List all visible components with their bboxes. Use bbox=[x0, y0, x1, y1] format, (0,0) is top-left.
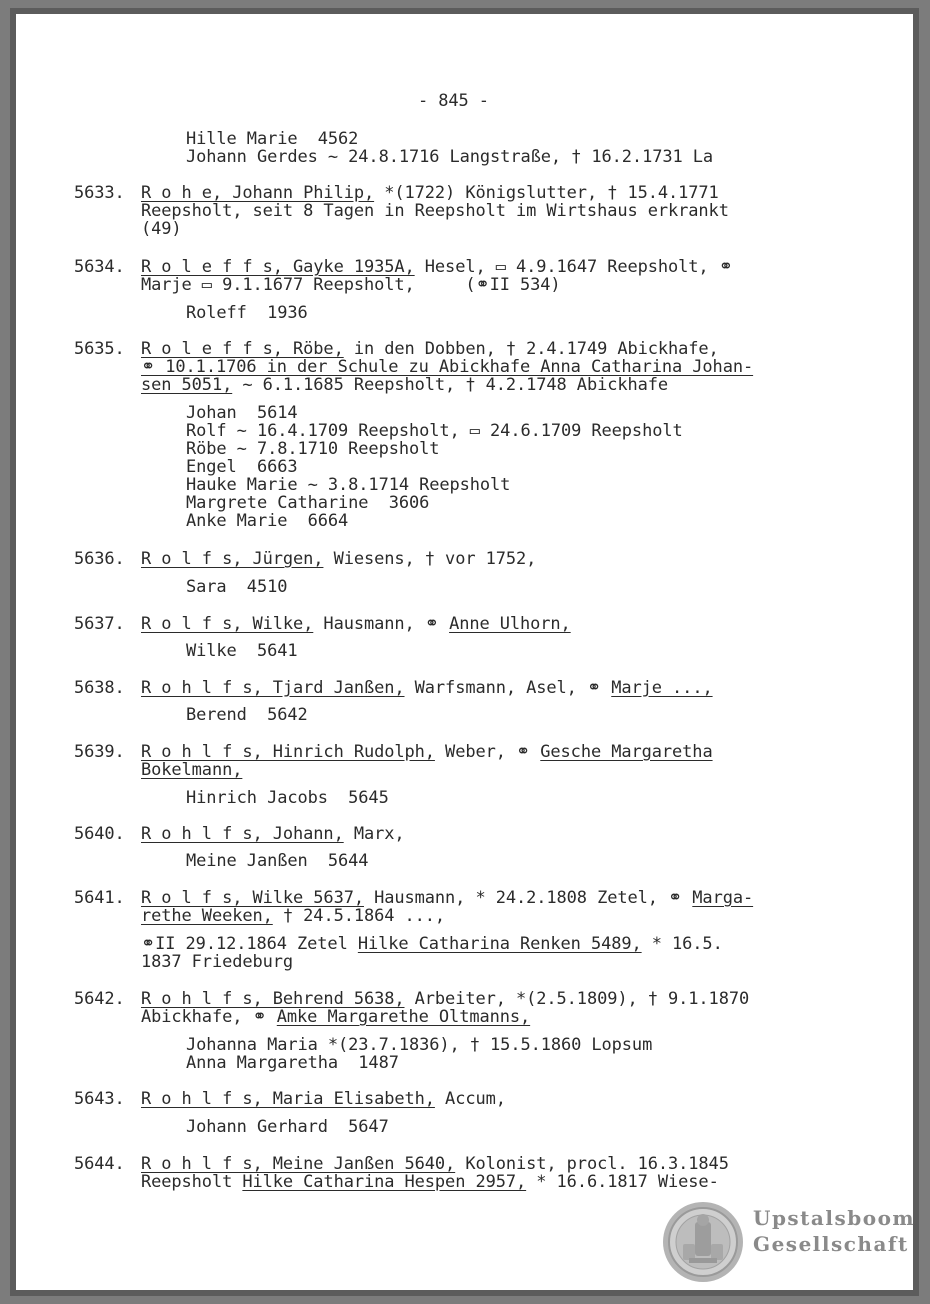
spouse-name: Marga- bbox=[692, 888, 754, 908]
entry-line bbox=[141, 990, 749, 1008]
entry-text: * 16.6.1817 Wiese- bbox=[526, 1172, 719, 1192]
entry-line bbox=[141, 825, 405, 843]
child-line: Johan 5614 bbox=[186, 403, 298, 423]
entry-text: Reepsholt bbox=[141, 1172, 243, 1192]
entry-name: R o h l f s, Maria Elisabeth, bbox=[141, 1089, 435, 1109]
entry-name: R o h l f s, Meine Janßen 5640, bbox=[141, 1154, 456, 1174]
entry-number: 5642. bbox=[74, 989, 125, 1009]
entry-name: R o l e f f s, Röbe, bbox=[141, 339, 344, 359]
child-line: Anna Margaretha 1487 bbox=[186, 1053, 399, 1073]
entry-line bbox=[141, 550, 536, 568]
child-line: Wilke 5641 bbox=[186, 641, 298, 661]
spouse-name: ⚭ 10.1.1706 in der Schule zu Abickhafe Anna Catharina Johan- bbox=[141, 357, 754, 377]
child-line: Johanna Maria *(23.7.1836), † 15.5.1860 Lopsum bbox=[186, 1035, 653, 1055]
entry-line bbox=[141, 1155, 729, 1173]
entry-line bbox=[141, 184, 719, 202]
spouse-name: Hilke Catharina Hespen 2957, bbox=[242, 1172, 527, 1192]
spouse-name: Amke Margarethe Oltmanns, bbox=[276, 1007, 531, 1027]
entry-number: 5641. bbox=[74, 888, 125, 908]
entry-name: R o l e f f s, Gayke 1935A, bbox=[141, 257, 415, 277]
entry-text: Hesel, ▭ 4.9.1647 Reepsholt, ⚭ bbox=[414, 257, 733, 277]
spouse-name: Hilke Catharina Renken 5489, bbox=[357, 934, 642, 954]
child-line: Hinrich Jacobs 5645 bbox=[186, 788, 389, 808]
entry-line: 1837 Friedeburg bbox=[141, 952, 294, 972]
entry-name: R o h l f s, Hinrich Rudolph, bbox=[141, 742, 435, 762]
seal-icon bbox=[661, 1200, 745, 1284]
entry-line bbox=[141, 1173, 719, 1191]
entry-text: ⚭II 29.12.1864 Zetel bbox=[141, 934, 358, 954]
entry-line: Reepsholt, seit 8 Tagen in Reepsholt im Wirtshaus erkrankt bbox=[141, 201, 729, 221]
entry-text: * 16.5. bbox=[641, 934, 723, 954]
entry-name: R o h l f s, Behrend 5638, bbox=[141, 989, 405, 1009]
entry-name: R o l f s, Wilke 5637, bbox=[141, 888, 364, 908]
entry-text: Wiesens, † vor 1752, bbox=[323, 549, 537, 569]
entry-text: Hausmann, * 24.2.1808 Zetel, ⚭ bbox=[363, 888, 693, 908]
child-line: Hauke Marie ~ 3.8.1714 Reepsholt bbox=[186, 475, 511, 495]
entry-line bbox=[141, 615, 571, 633]
entry-text: Marx, bbox=[343, 824, 405, 844]
entry-line: Marje ▭ 9.1.1677 Reepsholt, (⚭II 534) bbox=[141, 275, 561, 295]
continuation-line: Hille Marie 4562 bbox=[186, 129, 359, 149]
child-line: Roleff 1936 bbox=[186, 303, 308, 323]
entry-line: (49) bbox=[141, 219, 182, 239]
entry-text: in den Dobben, † 2.4.1749 Abickhafe, bbox=[343, 339, 719, 359]
entry-number: 5635. bbox=[74, 339, 125, 359]
document-page bbox=[16, 14, 916, 1290]
logo-line-2: Gesellschaft bbox=[753, 1232, 909, 1256]
entry-text: Accum, bbox=[434, 1089, 506, 1109]
spouse-name: sen 5051, bbox=[141, 375, 233, 395]
child-line: Röbe ~ 7.8.1710 Reepsholt bbox=[186, 439, 440, 459]
entry-text: Abickhafe, ⚭ bbox=[141, 1007, 277, 1027]
entry-number: 5643. bbox=[74, 1089, 125, 1109]
entry-line bbox=[141, 907, 445, 925]
entry-line bbox=[141, 761, 242, 779]
entry-name: R o l f s, Jürgen, bbox=[141, 549, 324, 569]
entry-text: Arbeiter, *(2.5.1809), † 9.1.1870 bbox=[404, 989, 750, 1009]
child-line: Meine Janßen 5644 bbox=[186, 851, 369, 871]
child-line: Margrete Catharine 3606 bbox=[186, 493, 430, 513]
spouse-name: Bokelmann, bbox=[141, 760, 243, 780]
entry-line bbox=[141, 258, 733, 276]
entry-number: 5639. bbox=[74, 742, 125, 762]
entry-name: R o l f s, Wilke, bbox=[141, 614, 314, 634]
entry-line bbox=[141, 935, 723, 953]
entry-line bbox=[141, 679, 713, 697]
entry-text: † 24.5.1864 ..., bbox=[272, 906, 446, 926]
entry-name: R o h l f s, Johann, bbox=[141, 824, 344, 844]
entry-number: 5640. bbox=[74, 824, 125, 844]
spouse-name: rethe Weeken, bbox=[141, 906, 273, 926]
entry-name: R o h l f s, Tjard Janßen, bbox=[141, 678, 405, 698]
society-logo bbox=[661, 1200, 916, 1290]
entry-line bbox=[141, 743, 713, 761]
entry-number: 5634. bbox=[74, 257, 125, 277]
child-line: Engel 6663 bbox=[186, 457, 298, 477]
entry-text: ~ 6.1.1685 Reepsholt, † 4.2.1748 Abickhafe bbox=[232, 375, 669, 395]
entry-line bbox=[141, 1090, 506, 1108]
entry-number: 5637. bbox=[74, 614, 125, 634]
child-line: Johann Gerhard 5647 bbox=[186, 1117, 389, 1137]
spouse-name: Marje ..., bbox=[611, 678, 713, 698]
entry-number: 5636. bbox=[74, 549, 125, 569]
entry-number: 5633. bbox=[74, 183, 125, 203]
entry-line bbox=[141, 376, 668, 394]
entry-text: *(1722) Königslutter, † 15.4.1771 bbox=[374, 183, 719, 203]
logo-line-1: Upstalsboom bbox=[753, 1206, 916, 1230]
spouse-name: Anne Ulhorn, bbox=[449, 614, 571, 634]
spouse-name: Gesche Margaretha bbox=[540, 742, 713, 762]
entry-text: Hausmann, ⚭ bbox=[313, 614, 450, 634]
child-line: Sara 4510 bbox=[186, 577, 288, 597]
child-line: Berend 5642 bbox=[186, 705, 308, 725]
entry-text: Weber, ⚭ bbox=[434, 742, 541, 762]
entry-text: Kolonist, procl. 16.3.1845 bbox=[455, 1154, 729, 1174]
page-number: - 845 - bbox=[418, 91, 489, 111]
entry-line bbox=[141, 358, 753, 376]
entry-number: 5644. bbox=[74, 1154, 125, 1174]
entry-line bbox=[141, 889, 753, 907]
continuation-line: Johann Gerdes ~ 24.8.1716 Langstraße, † 16.2.1731 La bbox=[186, 147, 714, 167]
entry-line bbox=[141, 1008, 530, 1026]
entry-name: R o h e, Johann Philip, bbox=[141, 183, 375, 203]
child-line: Rolf ~ 16.4.1709 Reepsholt, ▭ 24.6.1709 Reepsholt bbox=[186, 421, 683, 441]
entry-line bbox=[141, 340, 719, 358]
child-line: Anke Marie 6664 bbox=[186, 511, 349, 531]
entry-text: Warfsmann, Asel, ⚭ bbox=[404, 678, 612, 698]
entry-number: 5638. bbox=[74, 678, 125, 698]
